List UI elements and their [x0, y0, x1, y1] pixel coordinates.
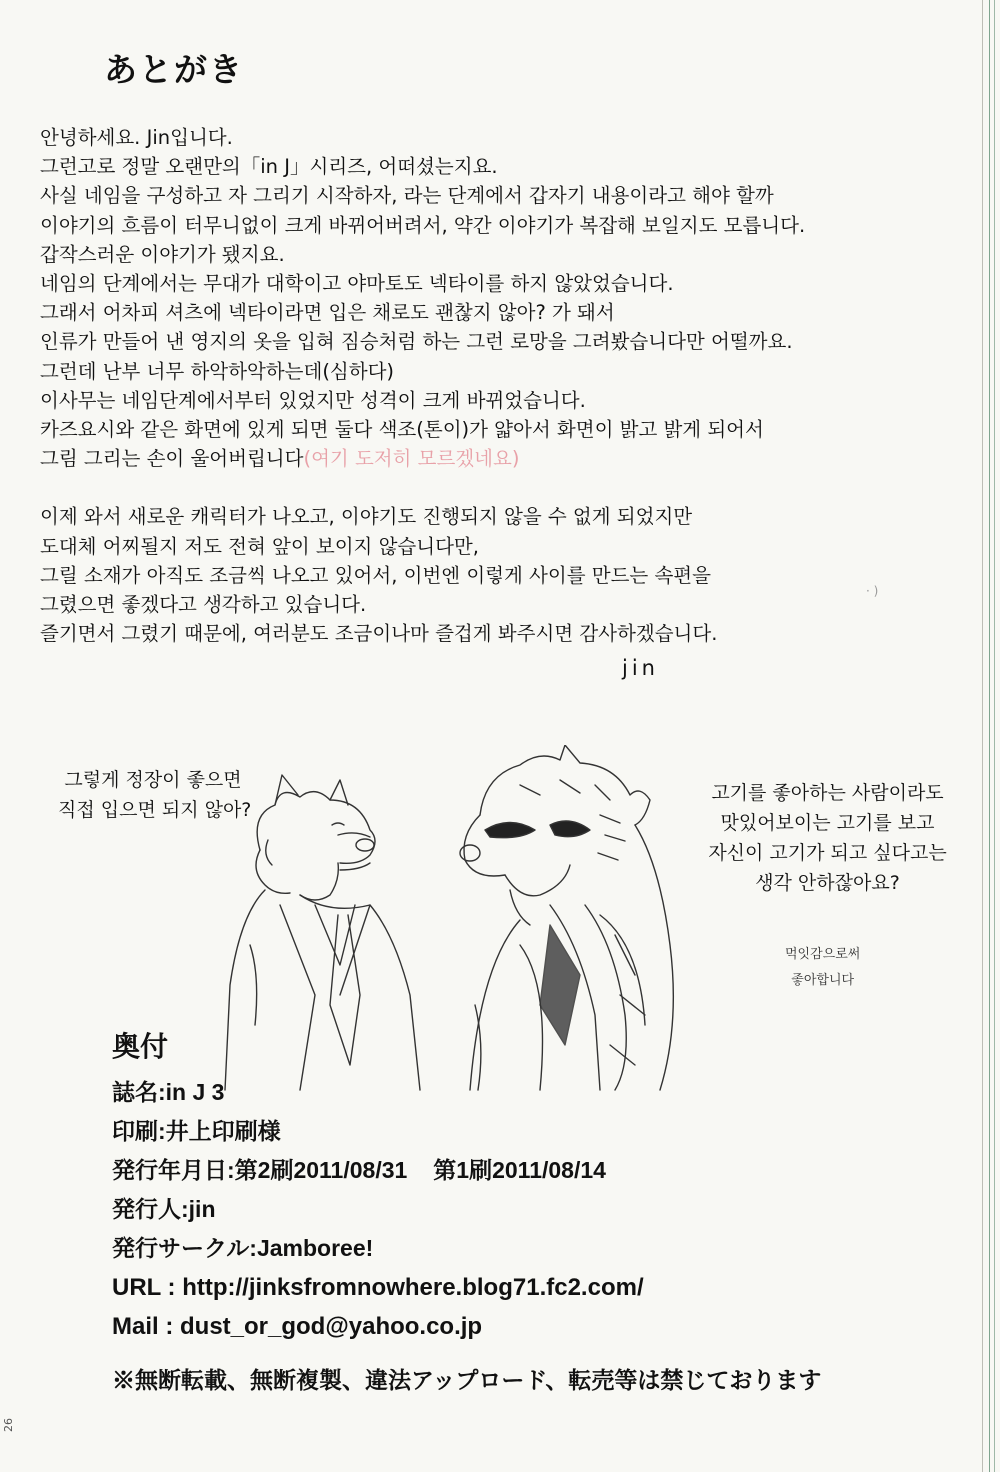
bubble-line: 고기를 좋아하는 사람이라도 — [711, 782, 944, 804]
colophon-dates — [112, 1151, 644, 1190]
note-line: 좋아합니다 — [791, 973, 855, 988]
page-edge-line — [989, 0, 990, 1472]
page-edge-line — [994, 0, 995, 1472]
text-line: 그래서 어차피 셔츠에 넥타이라면 입은 채로도 괜찮지 않아? 가 돼서 — [40, 301, 615, 325]
colophon-heading: 奥付 — [112, 1031, 169, 1062]
page-number: 26 — [2, 1418, 15, 1432]
text-line: 카즈요시와 같은 화면에 있게 되면 둘다 색조(톤이)가 얇아서 화면이 밝고 밝게 되어서 — [40, 417, 764, 441]
bubble-line: 맛있어보이는 고기를 보고 — [720, 812, 935, 834]
second-print-date: 発行年月日:第2刷2011/08/31 — [112, 1157, 408, 1183]
text-line: 도대체 어찌될지 저도 전혀 앞이 보이지 않습니다만, — [40, 534, 479, 558]
pink-aside-text: (여기 도저히 모르겠네요) — [303, 447, 520, 471]
page-edge-line — [982, 0, 983, 1472]
text-line: 그런고로 정말 오랜만의「in J」시리즈, 어떠셨는지요. — [40, 155, 498, 179]
signature: jin — [622, 656, 659, 680]
paragraph-gap — [40, 473, 960, 502]
handwritten-note — [785, 942, 860, 994]
text-line: 즐기면서 그렸기 때문에, 여러분도 조금이나마 즐겁게 봐주시면 감사하겠습니다. — [40, 622, 718, 646]
colophon-printing: 印刷:井上印刷様 — [112, 1118, 281, 1144]
text-line — [40, 444, 960, 473]
text-line: 인류가 만들어 낸 영지의 옷을 입혀 짐승처럼 하는 그런 로망을 그려봤습니다만 어떨까요. — [40, 330, 793, 354]
bubble-line: 그렇게 정장이 좋으면 — [64, 769, 242, 791]
text-line: 네임의 단계에서는 무대가 대학이고 야마토도 넥타이를 하지 않았었습니다. — [40, 271, 674, 295]
text-line: 갑작스러운 이야기가 됐지요. — [40, 242, 285, 266]
colophon — [112, 1025, 644, 1346]
text-line: 이야기의 흐름이 터무니없이 크게 바뀌어버려서, 약간 이야기가 복잡해 보일지도 모릅니다. — [40, 213, 806, 237]
colophon-circle: 発行サークル:Jamboree! — [112, 1235, 374, 1261]
bubble-line: 생각 안하잖아요? — [755, 872, 900, 894]
text-line: 그렸으면 좋겠다고 생각하고 있습니다. — [40, 593, 367, 616]
first-print-date: 第1刷2011/08/14 — [433, 1157, 606, 1183]
text-line: 이사무는 네임단계에서부터 있었지만 성격이 크게 바뀌었습니다. — [40, 388, 586, 412]
note-line: 먹잇감으로써 — [785, 947, 861, 962]
copyright-notice: ※無断転載、無断複製、違法アップロード、転売等は禁じております — [112, 1367, 822, 1393]
colophon-url: URL : http://jinksfromnowhere.blog71.fc2.com/ — [112, 1274, 644, 1301]
bubble-line: 자신이 고기가 되고 싶다고는 — [708, 842, 947, 864]
text-line: 그릴 소재가 아직도 조금씩 나오고 있어서, 이번엔 이렇게 사이를 만드는 속편을 — [40, 563, 711, 587]
text-line: 그런데 난부 너무 하악하악하는데(심하다) — [40, 359, 395, 383]
bubble-line: 직접 입으면 되지 않아? — [58, 799, 252, 821]
speech-bubble-left — [58, 765, 252, 825]
colophon-mail: Mail : dust_or_god@yahoo.co.jp — [112, 1313, 483, 1340]
speech-bubble-right — [690, 778, 965, 898]
afterword-text — [40, 123, 960, 648]
colophon-magazine: 誌名:in J 3 — [112, 1079, 225, 1105]
text-line: 안녕하세요. Jin입니다. — [40, 126, 233, 149]
text-line: 사실 네임을 구성하고 자 그리기 시작하자, 라는 단계에서 갑자기 내용이라고 해야 할까 — [40, 184, 774, 208]
text-line: 이제 와서 새로운 캐릭터가 나오고, 이야기도 진행되지 않을 수 없게 되었지만 — [40, 505, 693, 529]
page-title: あとがき — [104, 50, 244, 89]
text-segment: 그림 그리는 손이 울어버립니다 — [40, 447, 304, 471]
faint-mark: · ) — [866, 584, 879, 598]
colophon-publisher: 発行人:jin — [112, 1196, 216, 1222]
